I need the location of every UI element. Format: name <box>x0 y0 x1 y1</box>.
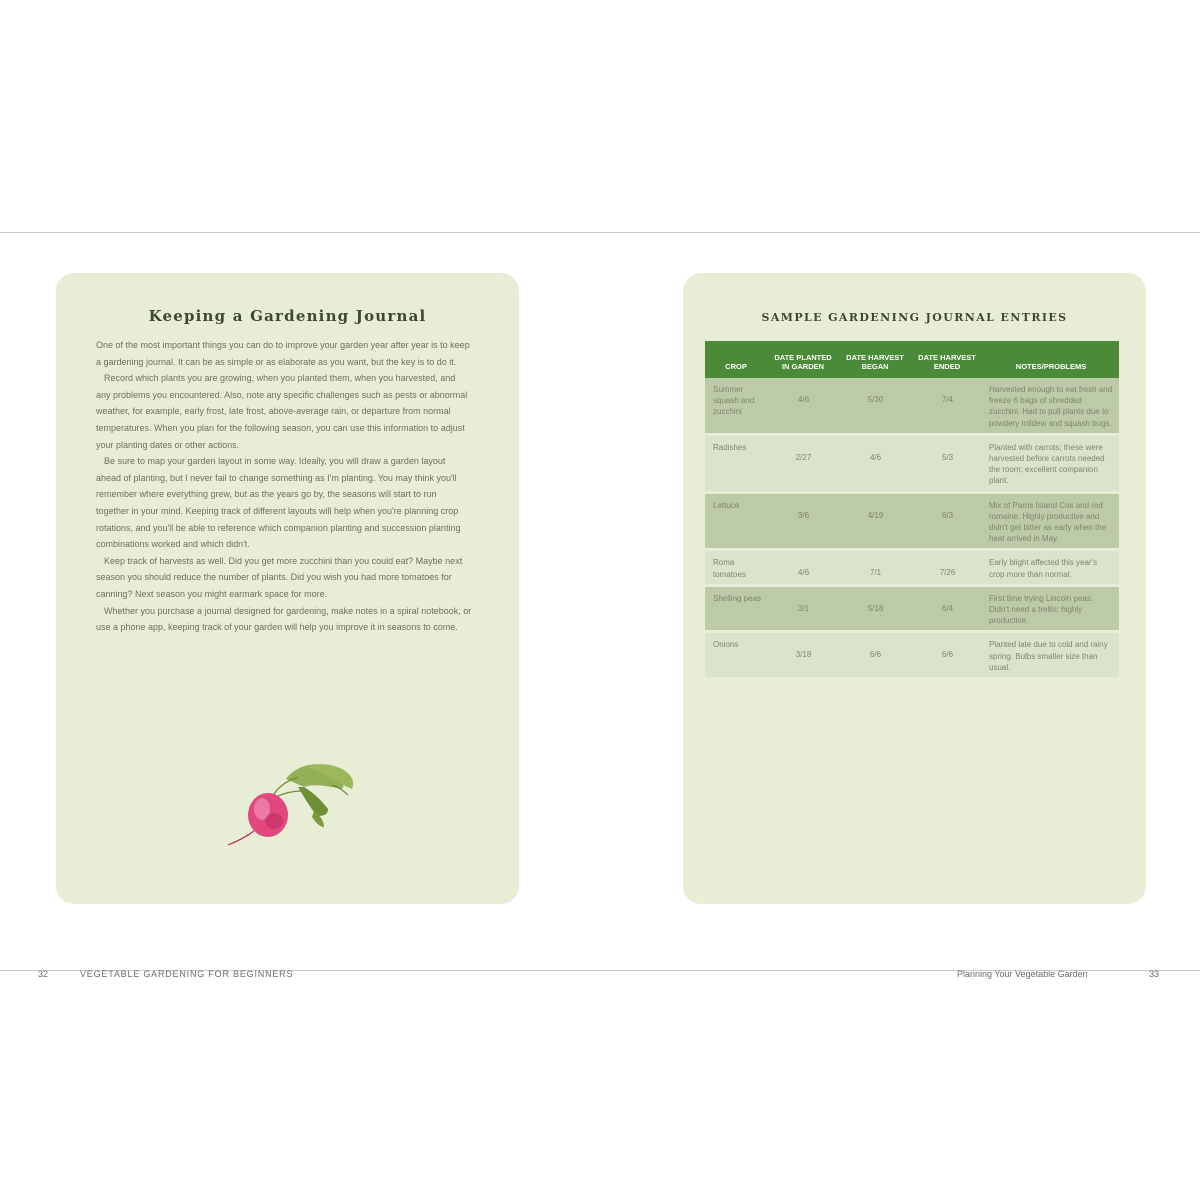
gardening-journal-table <box>705 341 1119 680</box>
journal-article-text <box>96 337 472 636</box>
page-number-left: 32 <box>38 969 49 979</box>
harvest-ended-cell: 6/4 <box>911 587 983 634</box>
table-row <box>705 378 1119 436</box>
crop-cell: Lettuce <box>705 494 767 552</box>
planted-cell: 4/6 <box>767 551 839 586</box>
crop-cell: Roma tomatoes <box>705 551 767 586</box>
table-title: SAMPLE GARDENING JOURNAL ENTRIES <box>761 311 1068 324</box>
paragraph: One of the most important things you can do to improve your garden year after year is to keep a gardening journal. It can be as simple or as elaborate as you want, but the key is to do it. <box>96 340 470 367</box>
left-page-panel <box>38 273 519 979</box>
planted-cell: 3/6 <box>767 494 839 552</box>
page-number-right: 33 <box>1149 969 1160 979</box>
right-page-panel <box>683 273 1160 979</box>
paragraph: Record which plants you are growing, when you planted them, when you harvested, and any problems you encountered. Also, note any specific challenges such as pests or abnormal weather, for example, early frost, late frost, above-average rain, or departure from normal temperatures. When you plan for the following season, you can use this information to adjust your planting dates or other actions. <box>96 373 468 450</box>
notes-cell: Planted with carrots; these were harvested before carrots needed the room; excellent companion plant. <box>983 436 1119 494</box>
running-footer-right: Planning Your Vegetable Garden <box>957 969 1088 979</box>
crop-cell: Shelling peas <box>705 587 767 634</box>
paragraph: Be sure to map your garden layout in some way. Ideally, you will draw a garden layout ahead of planting, but I never fail to change something as I'm planting. You may think you'll remember where everything grew, but as the years go by, the seasons will start to run together in your mind. Keeping track of different layouts will help when you're planning crop rotations, and you'll be able to reference which companion planting and succession planting combinations worked and which didn't. <box>96 456 461 550</box>
planted-cell: 4/6 <box>767 378 839 436</box>
harvest-began-cell: 4/19 <box>839 494 911 552</box>
table-row <box>705 551 1119 586</box>
harvest-began-cell: 5/30 <box>839 378 911 436</box>
harvest-began-cell: 4/6 <box>839 436 911 494</box>
page-heading: Keeping a Gardening Journal <box>148 307 427 325</box>
table-row <box>705 494 1119 552</box>
table-header-row <box>705 341 1119 378</box>
harvest-ended-cell: 7/4 <box>911 378 983 436</box>
harvest-ended-cell: 6/6 <box>911 633 983 680</box>
crop-cell: Onions <box>705 633 767 680</box>
notes-cell: First time trying Lincoln peas. Didn't need a trellis; highly productive. <box>983 587 1119 634</box>
running-footer-left: VEGETABLE GARDENING FOR BEGINNERS <box>80 969 294 979</box>
column-header: DATE HARVEST BEGAN <box>839 341 911 378</box>
planted-cell: 2/27 <box>767 436 839 494</box>
column-header: DATE PLANTED IN GARDEN <box>767 341 839 378</box>
crop-cell: Summer squash and zucchini <box>705 378 767 436</box>
table-row <box>705 587 1119 634</box>
radish-illustration <box>224 757 384 847</box>
harvest-began-cell: 6/6 <box>839 633 911 680</box>
planted-cell: 3/18 <box>767 633 839 680</box>
harvest-began-cell: 5/18 <box>839 587 911 634</box>
harvest-began-cell: 7/1 <box>839 551 911 586</box>
table-row <box>705 633 1119 680</box>
table-row <box>705 436 1119 494</box>
harvest-ended-cell: 5/3 <box>911 436 983 494</box>
column-header: CROP <box>705 341 767 378</box>
notes-cell: Early blight affected this year's crop more than normal. <box>983 551 1119 586</box>
notes-cell: Planted late due to cold and rainy spring. Bulbs smaller size than usual. <box>983 633 1119 680</box>
book-spread <box>0 232 1200 979</box>
column-header: NOTES/PROBLEMS <box>983 341 1119 378</box>
harvest-ended-cell: 6/3 <box>911 494 983 552</box>
paragraph: Whether you purchase a journal designed for gardening, make notes in a spiral notebook, or use a phone app, keeping track of your garden will help you improve it in seasons to come. <box>96 605 472 633</box>
harvest-ended-cell: 7/26 <box>911 551 983 586</box>
notes-cell: Mix of Parris Island Cos and red romaine. Highly productive and didn't get bitter as early when the heat arrived in May. <box>983 494 1119 552</box>
paragraph: Keep track of harvests as well. Did you get more zucchini than you could eat? Maybe next season you should reduce the number of plants. Did you wish you had more tomatoes for canning? Next season you might earmark space for more. <box>96 555 463 599</box>
column-header: DATE HARVEST ENDED <box>911 341 983 378</box>
notes-cell: Harvested enough to eat fresh and freeze 6 bags of shredded zucchini. Had to pull plants due to powdery mildew and squash bugs. <box>983 378 1119 436</box>
crop-cell: Radishes <box>705 436 767 494</box>
planted-cell: 3/1 <box>767 587 839 634</box>
